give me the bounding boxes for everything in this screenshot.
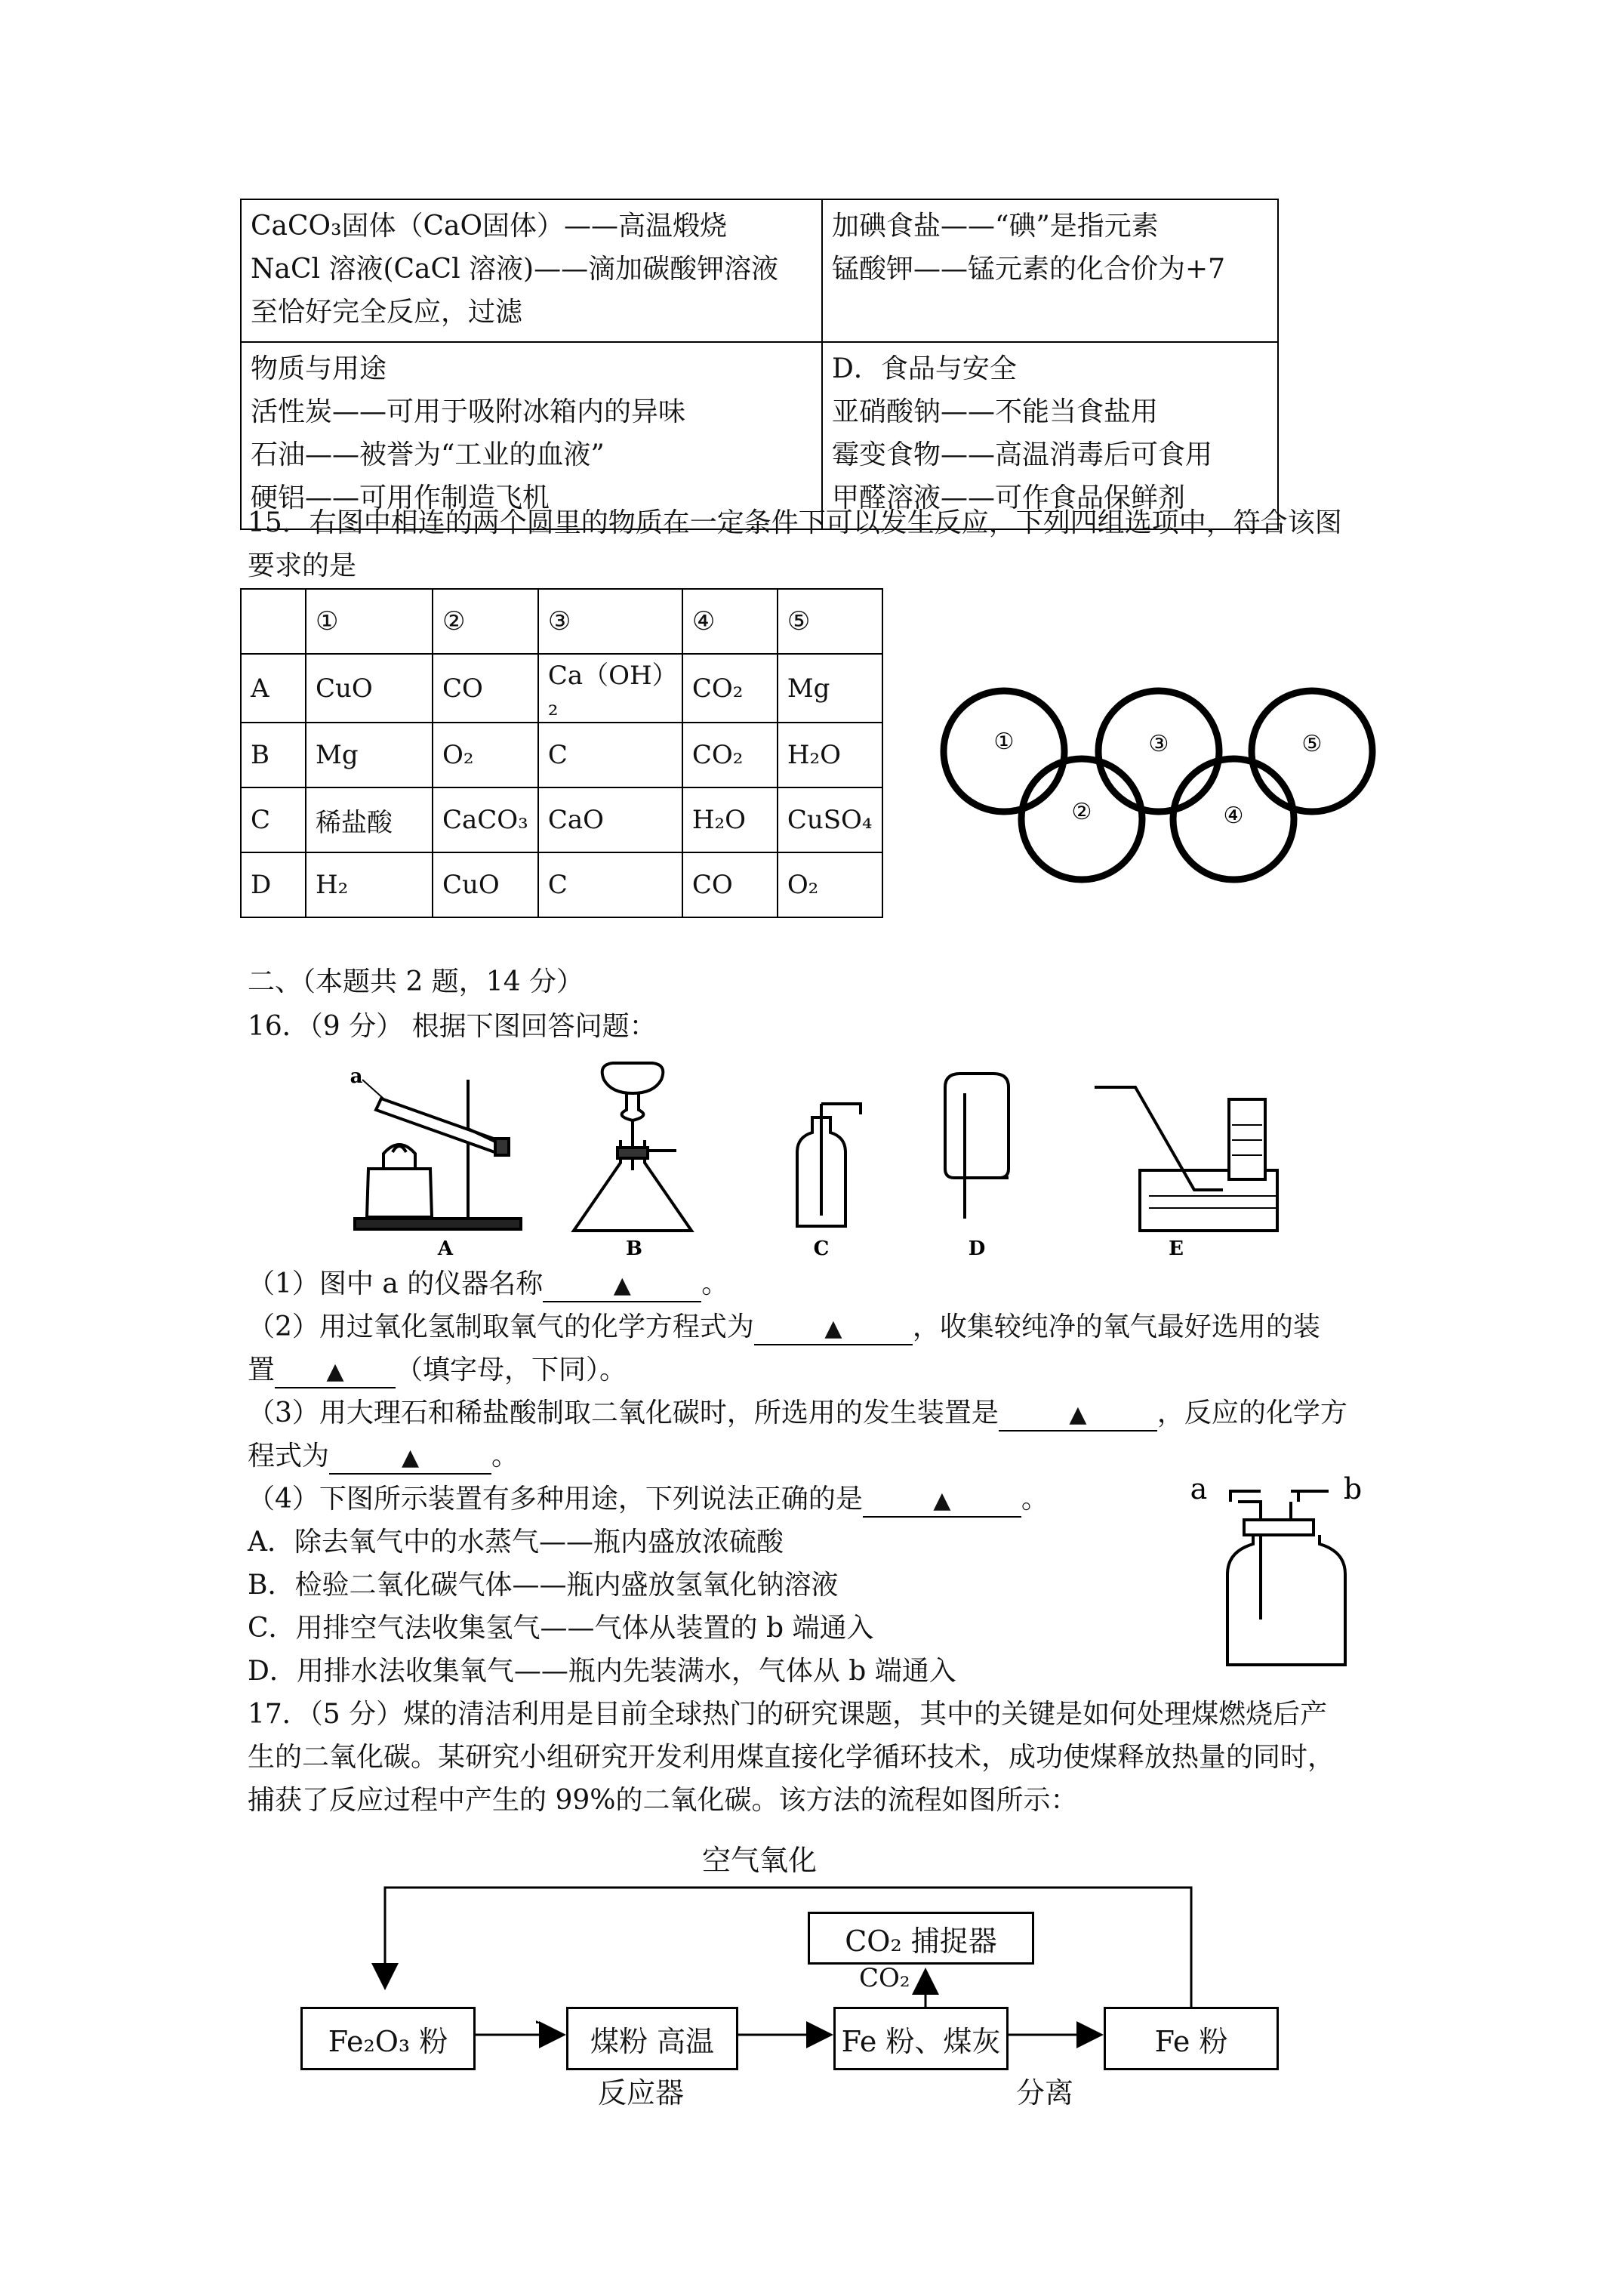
table-cell: CuSO₄ <box>778 787 882 852</box>
part-text: （1）图中 a 的仪器名称 <box>248 1268 544 1299</box>
option-d: D．用排水法收集氧气——瓶内先装满水，气体从 b 端通入 <box>248 1656 956 1687</box>
flow-box-reactor: 煤粉 高温 <box>566 2007 738 2070</box>
table-cell: CaCO₃ <box>433 787 538 852</box>
option-cell-impurity <box>241 199 822 342</box>
tube-label: a <box>350 1065 363 1088</box>
cell-line: 霉变食物——高温消毒后可食用 <box>832 439 1213 470</box>
part-text: 程式为 <box>248 1441 330 1472</box>
flow-arrows-lower <box>0 1963 1623 2069</box>
apparatus-label: D <box>968 1237 986 1260</box>
flow-box-fe: Fe 粉 <box>1104 2007 1279 2070</box>
q15-row-a <box>241 654 882 723</box>
part-text: ，收集较纯净的氧气最好选用的装 <box>912 1311 1320 1342</box>
q15-table <box>240 588 883 918</box>
header-cell: ② <box>433 589 538 654</box>
table-cell: CuO <box>306 654 433 723</box>
q15-row-d <box>241 852 882 917</box>
option-b: B．检验二氧化碳气体——瓶内盛放氢氧化钠溶液 <box>248 1570 839 1601</box>
ring-label: ④ <box>1223 803 1244 829</box>
table-cell: CO <box>433 654 538 723</box>
ring-label: ③ <box>1148 731 1169 757</box>
rings-diagram <box>929 664 1397 914</box>
cell-line: D．食品与安全 <box>832 353 1017 384</box>
co2-arrow-label: CO₂ <box>859 1963 910 1993</box>
section-heading: 二、（本题共 2 题，14 分） <box>248 966 584 997</box>
table-cell: H₂ <box>306 852 433 917</box>
table-cell: Mg <box>778 654 882 723</box>
flow-box-co2-capture: CO₂ 捕捉器 <box>808 1912 1034 1965</box>
table-cell: CO <box>682 852 778 917</box>
separate-label: 分离 <box>1016 2076 1074 2110</box>
apparatus-c <box>797 1104 861 1226</box>
q16-part-3-cont <box>248 1435 519 1478</box>
answer-blank[interactable]: ▲ <box>543 1271 701 1302</box>
gas-bottle-figure <box>1178 1469 1389 1672</box>
flow-box-fe-ash: Fe 粉、煤灰 <box>833 2007 1009 2070</box>
q15-row-b <box>241 723 882 787</box>
q15-header-row <box>241 589 882 654</box>
table-cell: O₂ <box>778 852 882 917</box>
cell-line: 锰酸钾——锰元素的化合价为+7 <box>832 254 1226 285</box>
cell-line: 物质与用途 <box>251 353 387 384</box>
q16-part-1 <box>248 1262 728 1305</box>
q17-line-3: 捕获了反应过程中产生的 99%的二氧化碳。该方法的流程如图所示： <box>248 1785 1078 1816</box>
cell-line: 石油——被誉为“工业的血液” <box>251 439 605 470</box>
table-cell: CO₂ <box>682 654 778 723</box>
reactor-label: 反应器 <box>598 2076 685 2110</box>
q17-line-1: 17．（5 分）煤的清洁利用是目前全球热门的研究课题，其中的关键是如何处理煤燃烧后产 <box>248 1699 1328 1730</box>
ring-label: ⑤ <box>1301 731 1323 757</box>
cell-line: NaCl 溶液(CaCl 溶液)——滴加碳酸钾溶液 <box>251 254 779 285</box>
option-c: C．用排空气法收集氢气——气体从装置的 b 端通入 <box>248 1613 874 1644</box>
option-cell-chemistry <box>822 199 1278 342</box>
table-cell: CuO <box>433 852 538 917</box>
part-text: 。 <box>1021 1484 1049 1515</box>
table-cell: Mg <box>306 723 433 787</box>
part-text: （填字母，下同）。 <box>396 1354 627 1385</box>
q15-line-2: 要求的是 <box>248 550 357 581</box>
answer-blank[interactable]: ▲ <box>329 1443 491 1475</box>
table-cell: Ca（OH）₂ <box>538 654 682 723</box>
apparatus-label: A <box>437 1237 454 1260</box>
table-cell: C <box>241 787 306 852</box>
bottle-port-a: a <box>1190 1472 1208 1505</box>
part-text: 置 <box>248 1354 276 1385</box>
q16-part-2 <box>248 1305 1320 1348</box>
cell-line: 亚硝酸钠——不能当食盐用 <box>832 396 1159 427</box>
bottle-port-b: b <box>1343 1472 1363 1505</box>
table-cell: O₂ <box>433 723 538 787</box>
apparatus-b <box>574 1063 691 1231</box>
ring-label: ② <box>1071 799 1092 825</box>
header-cell <box>241 589 306 654</box>
header-cell: ④ <box>682 589 778 654</box>
apparatus-label: C <box>813 1237 830 1260</box>
apparatus-label: E <box>1169 1237 1184 1260</box>
table-cell: 稀盐酸 <box>306 787 433 852</box>
header-cell: ③ <box>538 589 682 654</box>
cell-line: 甲醛溶液——可作食品保鲜剂 <box>832 482 1186 513</box>
flow-top-label: 空气氧化 <box>702 1844 818 1877</box>
part-text: （3）用大理石和稀盐酸制取二氧化碳时，所选用的发生装置是 <box>248 1398 999 1428</box>
table-cell: C <box>538 852 682 917</box>
q16-part-4 <box>248 1478 1049 1521</box>
part-text: （2）用过氧化氢制取氧气的化学方程式为 <box>248 1311 754 1342</box>
table-cell: H₂O <box>778 723 882 787</box>
apparatus-e <box>1095 1087 1277 1231</box>
apparatus-label: B <box>626 1237 642 1260</box>
cell-line: CaCO₃固体（CaO固体）——高温煅烧 <box>251 211 728 242</box>
answer-blank[interactable]: ▲ <box>999 1400 1157 1432</box>
q15-line-1: 15．右图中相连的两个圆里的物质在一定条件下可以发生反应，下列四组选项中，符合该图 <box>248 507 1342 538</box>
option-a: A．除去氧气中的水蒸气——瓶内盛放浓硫酸 <box>248 1527 784 1558</box>
table-cell: CO₂ <box>682 723 778 787</box>
q16-title: 16．（9 分） 根据下图回答问题： <box>248 1011 657 1042</box>
table-cell: CaO <box>538 787 682 852</box>
q16-part-3 <box>248 1391 1347 1435</box>
cell-line: 加碘食盐——“碘”是指元素 <box>832 211 1159 242</box>
part-text: （4）下图所示装置有多种用途，下列说法正确的是 <box>248 1484 863 1515</box>
part-text: 。 <box>491 1441 519 1472</box>
cell-line: 至恰好完全反应，过滤 <box>251 297 523 328</box>
apparatus-d <box>945 1074 1009 1219</box>
cell-line: 硬铝——可用作制造飞机 <box>251 482 550 513</box>
answer-blank[interactable]: ▲ <box>754 1314 913 1345</box>
ring-label: ① <box>993 729 1015 755</box>
part-text: ，反应的化学方 <box>1156 1398 1347 1428</box>
cell-line: 活性炭——可用于吸附冰箱内的异味 <box>251 396 686 427</box>
apparatus-figure <box>347 1057 1283 1261</box>
answer-blank[interactable]: ▲ <box>275 1357 396 1388</box>
table-cell: C <box>538 723 682 787</box>
table-cell: D <box>241 852 306 917</box>
answer-blank[interactable]: ▲ <box>863 1486 1021 1518</box>
q16-part-2-cont <box>248 1348 627 1391</box>
table-cell: B <box>241 723 306 787</box>
options-row-1 <box>241 199 1278 342</box>
header-cell: ⑤ <box>778 589 882 654</box>
apparatus-a <box>355 1080 521 1229</box>
header-cell: ① <box>306 589 433 654</box>
part-text: 。 <box>701 1268 729 1299</box>
table-cell: H₂O <box>682 787 778 852</box>
q17-line-2: 生的二氧化碳。某研究小组研究开发利用煤直接化学循环技术，成功使煤释放热量的同时， <box>248 1742 1335 1773</box>
table-cell: A <box>241 654 306 723</box>
options-table <box>240 199 1279 530</box>
q15-row-c <box>241 787 882 852</box>
flow-box-fe2o3: Fe₂O₃ 粉 <box>300 2007 476 2070</box>
